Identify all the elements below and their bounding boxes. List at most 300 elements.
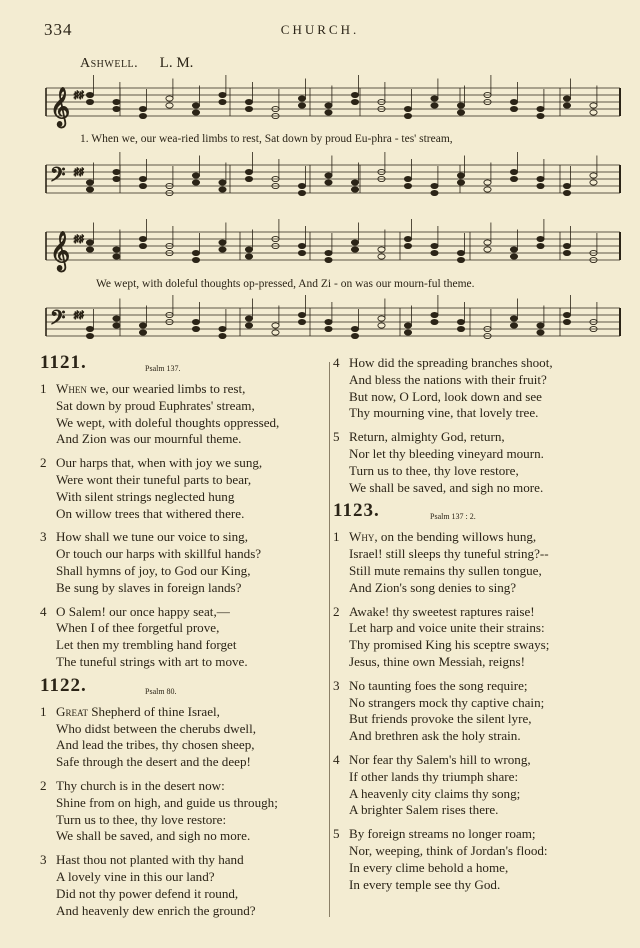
lyric-line-1: 1. When we, our wea-ried limbs to rest, Sat down by proud Eu-phra - tes' stream, bbox=[80, 133, 453, 145]
note-head bbox=[245, 323, 252, 328]
verse-line bbox=[333, 546, 618, 563]
note-head bbox=[219, 99, 226, 104]
verse-text: Or touch our harps with skillful hands? bbox=[56, 546, 262, 562]
note-head bbox=[219, 333, 226, 338]
note-head bbox=[590, 103, 597, 108]
verse-text: O Salem! our once happy seat,— bbox=[56, 603, 230, 619]
note-head bbox=[325, 180, 332, 185]
stanza-number: 4 bbox=[40, 603, 47, 619]
note-head bbox=[86, 333, 93, 338]
verse-text: And bless the nations with their fruit? bbox=[349, 371, 547, 387]
note-head bbox=[457, 173, 464, 178]
verse-line bbox=[40, 529, 330, 546]
verse-text: On willow trees that withered there. bbox=[56, 505, 245, 521]
verse-text: Awake! thy sweetest raptures raise! bbox=[349, 603, 535, 619]
note-head bbox=[139, 330, 146, 335]
treble-clef-icon: 𝄞 bbox=[50, 87, 71, 127]
note-head bbox=[219, 240, 226, 245]
note-head bbox=[404, 323, 411, 328]
note-head bbox=[431, 243, 438, 248]
note-head bbox=[245, 247, 252, 252]
verse-line bbox=[333, 728, 618, 745]
page-number: 334 bbox=[44, 20, 73, 39]
verse-line bbox=[40, 654, 330, 671]
note-head bbox=[563, 319, 570, 324]
verse-text: Jesus, thine own Messiah, reigns! bbox=[349, 653, 526, 669]
note-head bbox=[86, 92, 93, 97]
verse-line bbox=[40, 903, 330, 920]
note-head bbox=[404, 183, 411, 188]
note-head bbox=[192, 173, 199, 178]
stanza-number: 1 bbox=[40, 703, 47, 719]
hymn-1121 bbox=[40, 352, 330, 671]
stanza-number: 1 bbox=[333, 529, 340, 545]
hymn-number: 1121. bbox=[40, 352, 87, 373]
note-head bbox=[563, 312, 570, 317]
verse-text: Safe through the desert and the deep! bbox=[56, 754, 251, 770]
note-head bbox=[325, 326, 332, 331]
note-head bbox=[404, 236, 411, 241]
first-word: Why bbox=[349, 529, 375, 545]
note-head bbox=[351, 180, 358, 185]
verse-line bbox=[333, 620, 618, 637]
verse-text: Hast thou not planted with thy hand bbox=[56, 852, 244, 868]
note-head bbox=[510, 169, 517, 174]
note-head bbox=[245, 99, 252, 104]
verse-text: Were wont their tuneful parts to bear, bbox=[56, 471, 252, 487]
note-head bbox=[325, 103, 332, 108]
verse-line bbox=[40, 852, 330, 869]
note-head bbox=[245, 106, 252, 111]
verse-text: A lovely vine in this our land? bbox=[56, 868, 215, 884]
psalm-reference: Psalm 137 : 2. bbox=[430, 512, 476, 522]
note-head bbox=[139, 243, 146, 248]
verse-text: , on the bending willows hung, bbox=[374, 529, 537, 545]
note-head bbox=[219, 92, 226, 97]
note-head bbox=[431, 319, 438, 324]
verse-line bbox=[40, 563, 330, 580]
first-word: When bbox=[56, 381, 87, 396]
verse-text: How did the spreading branches shoot, bbox=[349, 355, 553, 370]
note-head bbox=[431, 250, 438, 255]
stanza-number: 5 bbox=[333, 826, 340, 842]
note-head bbox=[457, 250, 464, 255]
note-head bbox=[563, 190, 570, 195]
note-head bbox=[272, 323, 279, 328]
hymn-number: 1122. bbox=[40, 674, 87, 696]
note-head bbox=[219, 247, 226, 252]
verse-line bbox=[333, 826, 618, 843]
note-head bbox=[298, 243, 305, 248]
note-head bbox=[139, 183, 146, 188]
verse-text: Thy mourning vine, that lovely tree. bbox=[349, 405, 539, 421]
stanza-number: 4 bbox=[333, 751, 340, 767]
note-head bbox=[139, 176, 146, 181]
note-head bbox=[510, 99, 517, 104]
verse-text: Sat down by proud Euphrates' stream, bbox=[56, 397, 255, 413]
verse-text: Turn us to thee, thy love restore, bbox=[349, 462, 519, 478]
verse-line bbox=[333, 860, 618, 877]
verse-text: We wept, with doleful thoughts oppressed, bbox=[56, 414, 280, 430]
verse-text: Let harp and voice unite their strains: bbox=[349, 620, 545, 636]
verse-text: How shall we tune our voice to sing, bbox=[56, 529, 249, 545]
verse-line bbox=[40, 489, 330, 506]
verse-line bbox=[333, 752, 618, 769]
verse-line bbox=[40, 620, 330, 637]
key-signature-icon: ♯♯ bbox=[74, 90, 84, 101]
verse-text: We shall be saved, and sigh no more. bbox=[56, 828, 251, 844]
verse-text: No strangers mock thy captive chain; bbox=[349, 694, 545, 710]
verse-text: No taunting foes the song require; bbox=[349, 677, 528, 693]
note-head bbox=[537, 176, 544, 181]
note-head bbox=[325, 257, 332, 262]
hymn-1123 bbox=[333, 500, 618, 893]
note-head bbox=[537, 183, 544, 188]
note-head bbox=[563, 183, 570, 188]
note-head bbox=[404, 113, 411, 118]
note-head bbox=[298, 319, 305, 324]
psalm-reference: Psalm 137. bbox=[145, 364, 181, 373]
psalm-reference: Psalm 80. bbox=[145, 686, 177, 696]
left-column bbox=[40, 352, 330, 926]
stanza bbox=[40, 852, 330, 919]
verse-line bbox=[40, 737, 330, 754]
stanza bbox=[40, 604, 330, 671]
verse-line bbox=[333, 563, 618, 580]
verse-text: Shine from on high, and guide us through; bbox=[56, 794, 278, 810]
verse-text: Shepherd of thine Israel, bbox=[87, 703, 220, 719]
verse-text: And brethren ask the holy strain. bbox=[349, 728, 521, 744]
verse-text: Thy church is in the desert now: bbox=[56, 777, 225, 793]
verse-line bbox=[40, 431, 330, 448]
hymn-1122 bbox=[40, 674, 330, 920]
note-head bbox=[219, 180, 226, 185]
running-head: CHURCH. bbox=[280, 22, 360, 37]
verse-text: And Zion was our mournful theme. bbox=[56, 431, 242, 447]
note-head bbox=[86, 99, 93, 104]
stanza bbox=[40, 778, 330, 845]
note-head bbox=[139, 106, 146, 111]
bass-clef-icon: 𝄢 bbox=[50, 163, 66, 191]
verse-line bbox=[333, 446, 618, 463]
note-head bbox=[351, 99, 358, 104]
note-head bbox=[431, 103, 438, 108]
stanza bbox=[333, 604, 618, 671]
note-head bbox=[219, 326, 226, 331]
verse-line bbox=[40, 546, 330, 563]
stanza bbox=[333, 429, 618, 496]
verse-line bbox=[333, 580, 618, 597]
verse-line bbox=[333, 695, 618, 712]
verse-line bbox=[40, 869, 330, 886]
verse-line bbox=[333, 429, 618, 446]
verse-line bbox=[333, 405, 618, 422]
verse-text: Turn us to thee, thy love restore: bbox=[56, 811, 227, 827]
key-signature-icon: ♯♯ bbox=[74, 234, 84, 245]
stanza-list bbox=[40, 381, 330, 671]
hymn-heading bbox=[333, 500, 618, 529]
note-head bbox=[457, 326, 464, 331]
verse-line bbox=[40, 812, 330, 829]
note-head bbox=[404, 176, 411, 181]
verse-text: By foreign streams no longer roam; bbox=[349, 826, 536, 842]
note-head bbox=[378, 323, 385, 328]
treble-clef-icon: 𝄞 bbox=[50, 231, 71, 271]
verse-text: Be sung by slaves in foreign lands? bbox=[56, 579, 242, 595]
note-head bbox=[325, 110, 332, 115]
verse-text: Israel! still sleeps thy tuneful string?-- bbox=[349, 546, 549, 562]
verse-text: Let then my trembling hand forget bbox=[56, 637, 237, 653]
verse-text: The tuneful strings with art to move. bbox=[56, 653, 248, 669]
note-head bbox=[192, 180, 199, 185]
note-head bbox=[298, 190, 305, 195]
stanza-number: 2 bbox=[40, 455, 47, 471]
note-head bbox=[245, 176, 252, 181]
note-head bbox=[378, 247, 385, 252]
note-head bbox=[431, 312, 438, 317]
note-head bbox=[563, 96, 570, 101]
note-head bbox=[86, 180, 93, 185]
verse-line bbox=[40, 580, 330, 597]
note-head bbox=[325, 250, 332, 255]
verse-text: When I of thee forgetful prove, bbox=[56, 620, 220, 636]
verse-text: Nor let thy bleeding vineyard mourn. bbox=[349, 445, 544, 461]
note-head bbox=[537, 106, 544, 111]
verse-line bbox=[40, 415, 330, 432]
verse-text: Did not thy power defend it round, bbox=[56, 885, 239, 901]
verse-line bbox=[333, 389, 618, 406]
note-head bbox=[563, 250, 570, 255]
note-head bbox=[166, 96, 173, 101]
verse-line bbox=[333, 802, 618, 819]
verse-line bbox=[333, 355, 618, 372]
verse-line bbox=[333, 877, 618, 894]
note-head bbox=[563, 243, 570, 248]
right-column bbox=[333, 355, 618, 900]
verse-text: And lead the tribes, thy chosen sheep, bbox=[56, 737, 255, 753]
verse-line bbox=[40, 506, 330, 523]
note-head bbox=[484, 180, 491, 185]
note-head bbox=[404, 243, 411, 248]
stanza bbox=[40, 529, 330, 596]
verse-line bbox=[333, 769, 618, 786]
stanza-number: 4 bbox=[333, 355, 340, 370]
verse-line bbox=[40, 754, 330, 771]
stanza-number: 2 bbox=[333, 603, 340, 619]
note-head bbox=[404, 330, 411, 335]
stanza bbox=[40, 704, 330, 771]
note-head bbox=[537, 330, 544, 335]
note-head bbox=[298, 183, 305, 188]
verse-line bbox=[40, 398, 330, 415]
note-head bbox=[192, 250, 199, 255]
verse-line bbox=[40, 704, 330, 721]
stanza-number: 3 bbox=[333, 677, 340, 693]
note-head bbox=[192, 257, 199, 262]
verse-text: If other lands thy triumph share: bbox=[349, 768, 519, 784]
note-head bbox=[510, 106, 517, 111]
verse-text: Our harps that, when with joy we sung, bbox=[56, 455, 263, 471]
note-head bbox=[431, 190, 438, 195]
verse-line bbox=[40, 886, 330, 903]
note-head bbox=[590, 173, 597, 178]
note-head bbox=[351, 333, 358, 338]
verse-text: Thy promised King his sceptre sways; bbox=[349, 637, 550, 653]
stanza bbox=[333, 355, 618, 422]
note-head bbox=[590, 180, 597, 185]
note-head bbox=[510, 323, 517, 328]
note-head bbox=[113, 176, 120, 181]
stanza bbox=[333, 529, 618, 596]
note-head bbox=[113, 254, 120, 259]
tune-name: Ashwell. bbox=[80, 56, 139, 71]
note-head bbox=[113, 247, 120, 252]
key-signature-icon: ♯♯ bbox=[74, 167, 84, 178]
note-head bbox=[563, 103, 570, 108]
note-head bbox=[431, 96, 438, 101]
verse-text: But now, O Lord, look down and see bbox=[349, 388, 542, 404]
stanza-number: 2 bbox=[40, 777, 47, 793]
verse-line bbox=[40, 604, 330, 621]
stanza-number: 5 bbox=[333, 429, 340, 445]
verse-text: we, our wearied limbs to rest, bbox=[86, 381, 246, 396]
verse-line bbox=[333, 843, 618, 860]
note-head bbox=[219, 187, 226, 192]
note-head bbox=[431, 183, 438, 188]
note-head bbox=[272, 330, 279, 335]
note-head bbox=[86, 187, 93, 192]
note-head bbox=[510, 254, 517, 259]
note-head bbox=[113, 99, 120, 104]
verse-text: In every temple see thy God. bbox=[349, 876, 501, 892]
verse-line bbox=[333, 604, 618, 621]
verse-text: And heavenly dew enrich the ground? bbox=[56, 902, 256, 918]
continued-stanzas bbox=[333, 355, 618, 496]
note-head bbox=[510, 316, 517, 321]
note-head bbox=[351, 240, 358, 245]
note-head bbox=[192, 326, 199, 331]
verse-text: And Zion's song denies to sing? bbox=[349, 579, 517, 595]
note-head bbox=[325, 319, 332, 324]
verse-line bbox=[333, 678, 618, 695]
verse-text: A heavenly city claims thy song; bbox=[349, 785, 521, 801]
verse-text: Nor fear thy Salem's hill to wrong, bbox=[349, 751, 531, 767]
stanza-number: 3 bbox=[40, 529, 47, 545]
note-head bbox=[113, 323, 120, 328]
note-head bbox=[351, 187, 358, 192]
stanza-list bbox=[40, 704, 330, 920]
note-head bbox=[590, 110, 597, 115]
note-head bbox=[484, 240, 491, 245]
stanza-number: 1 bbox=[40, 381, 47, 396]
note-head bbox=[192, 110, 199, 115]
verse-line bbox=[40, 472, 330, 489]
note-head bbox=[537, 113, 544, 118]
note-head bbox=[457, 103, 464, 108]
note-head bbox=[510, 176, 517, 181]
note-head bbox=[457, 319, 464, 324]
note-head bbox=[484, 247, 491, 252]
hymn-heading bbox=[40, 674, 330, 704]
note-head bbox=[378, 254, 385, 259]
note-head bbox=[139, 323, 146, 328]
note-head bbox=[298, 312, 305, 317]
verse-text: A brighter Salem rises there. bbox=[349, 802, 499, 818]
note-head bbox=[378, 316, 385, 321]
stanza bbox=[333, 826, 618, 893]
verse-line bbox=[40, 455, 330, 472]
note-head bbox=[192, 319, 199, 324]
verse-line bbox=[40, 721, 330, 738]
first-word: Great bbox=[56, 703, 88, 719]
key-signature-icon: ♯♯ bbox=[74, 310, 84, 321]
verse-text: With silent strings neglected hung bbox=[56, 488, 235, 504]
verse-line bbox=[333, 637, 618, 654]
verse-line bbox=[333, 480, 618, 497]
hymn-heading bbox=[40, 352, 330, 381]
note-head bbox=[510, 247, 517, 252]
verse-line bbox=[40, 795, 330, 812]
stanza bbox=[333, 752, 618, 819]
note-head bbox=[457, 257, 464, 262]
verse-line bbox=[333, 711, 618, 728]
verse-text: Still mute remains thy sullen tongue, bbox=[349, 562, 542, 578]
note-head bbox=[166, 103, 173, 108]
hymn-number: 1123. bbox=[333, 500, 380, 522]
note-head bbox=[537, 236, 544, 241]
verse-text: But friends provoke the silent lyre, bbox=[349, 711, 532, 727]
verse-line bbox=[333, 654, 618, 671]
note-head bbox=[86, 326, 93, 331]
note-head bbox=[351, 92, 358, 97]
stanza bbox=[40, 455, 330, 522]
note-head bbox=[245, 254, 252, 259]
verse-line bbox=[40, 778, 330, 795]
verse-line bbox=[40, 381, 330, 398]
verse-text: Shall hymns of joy, to God our King, bbox=[56, 562, 251, 578]
note-head bbox=[537, 323, 544, 328]
verse-text: Return, almighty God, return, bbox=[349, 429, 505, 445]
verse-line bbox=[40, 637, 330, 654]
note-head bbox=[113, 169, 120, 174]
verse-line bbox=[40, 828, 330, 845]
note-head bbox=[457, 110, 464, 115]
note-head bbox=[351, 326, 358, 331]
note-head bbox=[457, 180, 464, 185]
note-head bbox=[139, 113, 146, 118]
note-head bbox=[298, 103, 305, 108]
note-head bbox=[245, 169, 252, 174]
verse-text: Nor, weeping, think of Jordan's flood: bbox=[349, 842, 548, 858]
verse-line bbox=[333, 463, 618, 480]
verse-line bbox=[333, 786, 618, 803]
note-head bbox=[86, 247, 93, 252]
note-head bbox=[351, 247, 358, 252]
note-head bbox=[86, 240, 93, 245]
stanza bbox=[333, 678, 618, 745]
stanza-number: 3 bbox=[40, 852, 47, 868]
note-head bbox=[113, 316, 120, 321]
note-head bbox=[484, 187, 491, 192]
note-head bbox=[113, 106, 120, 111]
stanza-list bbox=[333, 529, 618, 893]
stanza bbox=[40, 381, 330, 448]
verse-text: In every clime behold a home, bbox=[349, 859, 509, 875]
music-score bbox=[0, 0, 640, 360]
bass-clef-icon: 𝄢 bbox=[50, 306, 66, 334]
note-head bbox=[192, 103, 199, 108]
verse-line bbox=[333, 372, 618, 389]
